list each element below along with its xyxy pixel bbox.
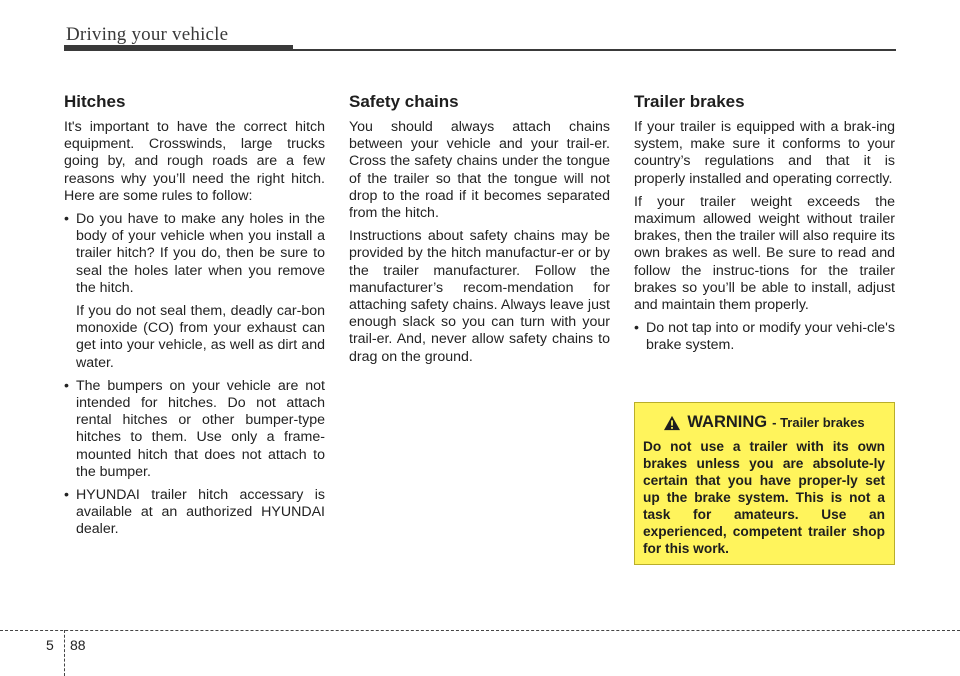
- hitches-column: [64, 92, 325, 545]
- warning-header: [643, 413, 885, 432]
- page-number: 88: [70, 637, 86, 653]
- safety-chains-paragraph-2: Instructions about safety chains may be provided by the hitch manufactur-er or by the trailer manufacturer. Follow the manufacturer’s recom-mendation for attaching safety chains. Always leave just enough slack so you can turn with your trail-er. And, never allow safety chains to drag on the ground.: [349, 228, 610, 365]
- warning-subtitle: - Trailer brakes: [772, 415, 865, 430]
- trailer-brakes-paragraph-1: If your trailer is equipped with a brak-ing system, make sure it conforms to your country’s regulations and that it is properly installed and operating correctly.: [634, 119, 895, 187]
- hitches-bullet-holes-continued: If you do not seal them, deadly car-bon monoxide (CO) from your exhaust can get into your vehicle, as well as dirt and water.: [76, 303, 325, 371]
- trailer-brakes-column: [634, 92, 895, 361]
- hitches-intro: It's important to have the correct hitch equipment. Crosswinds, large trucks going by, and rough roads are a few reasons why you’ll need the right hitch. Here are some rules to follow:: [64, 119, 325, 204]
- trailer-brakes-heading: Trailer brakes: [634, 92, 745, 111]
- safety-chains-column: [349, 92, 610, 372]
- warning-label: WARNING: [687, 413, 768, 431]
- footer-rule: [0, 630, 960, 631]
- trailer-brakes-bullet: • Do not tap into or modify your vehi-cle's brake system.: [634, 320, 895, 354]
- footer-divider: [64, 630, 65, 676]
- hitches-bullet-bumpers: • The bumpers on your vehicle are not intended for hitches. Do not attach rental hitches or other bumper-type hitches to them. Use only a frame-mounted hitch that does not attach to the bumper.: [64, 378, 325, 481]
- trailer-brakes-paragraph-2: If your trailer weight exceeds the maximum allowed weight without trailer brakes, then the trailer will also require its own brakes as well. Be sure to read and follow the instruc-tions for the trailer brakes so you’ll be able to install, adjust and maintain them properly.: [634, 193, 896, 314]
- warning-text: Do not use a trailer with its own brakes unless you are absolute-ly certain that you have proper-ly set up the brake system. This is not a task for amateurs. Use an experienced, competent trailer shop for this work.: [643, 439, 885, 556]
- hitches-bullet-accessory: • HYUNDAI trailer hitch accessary is available at an authorized HYUNDAI dealer.: [64, 487, 325, 539]
- warning-box: [634, 402, 895, 565]
- safety-chains-paragraph-1: You should always attach chains between your vehicle and your trail-er. Cross the safety chains under the tongue of the trailer so that the tongue will not drop to the road if it becomes separated from the hitch.: [349, 119, 610, 222]
- hitches-heading: Hitches: [64, 92, 126, 111]
- header-rule: [64, 49, 896, 51]
- hitches-bullet-holes: • Do you have to make any holes in the body of your vehicle when you install a trailer hitch? If you do, then be sure to seal the holes later when you remove the hitch.: [64, 211, 325, 297]
- warning-triangle-icon: [663, 415, 681, 431]
- chapter-number: 5: [46, 637, 54, 653]
- safety-chains-heading: Safety chains: [349, 92, 459, 111]
- section-title: Driving your vehicle: [66, 24, 229, 45]
